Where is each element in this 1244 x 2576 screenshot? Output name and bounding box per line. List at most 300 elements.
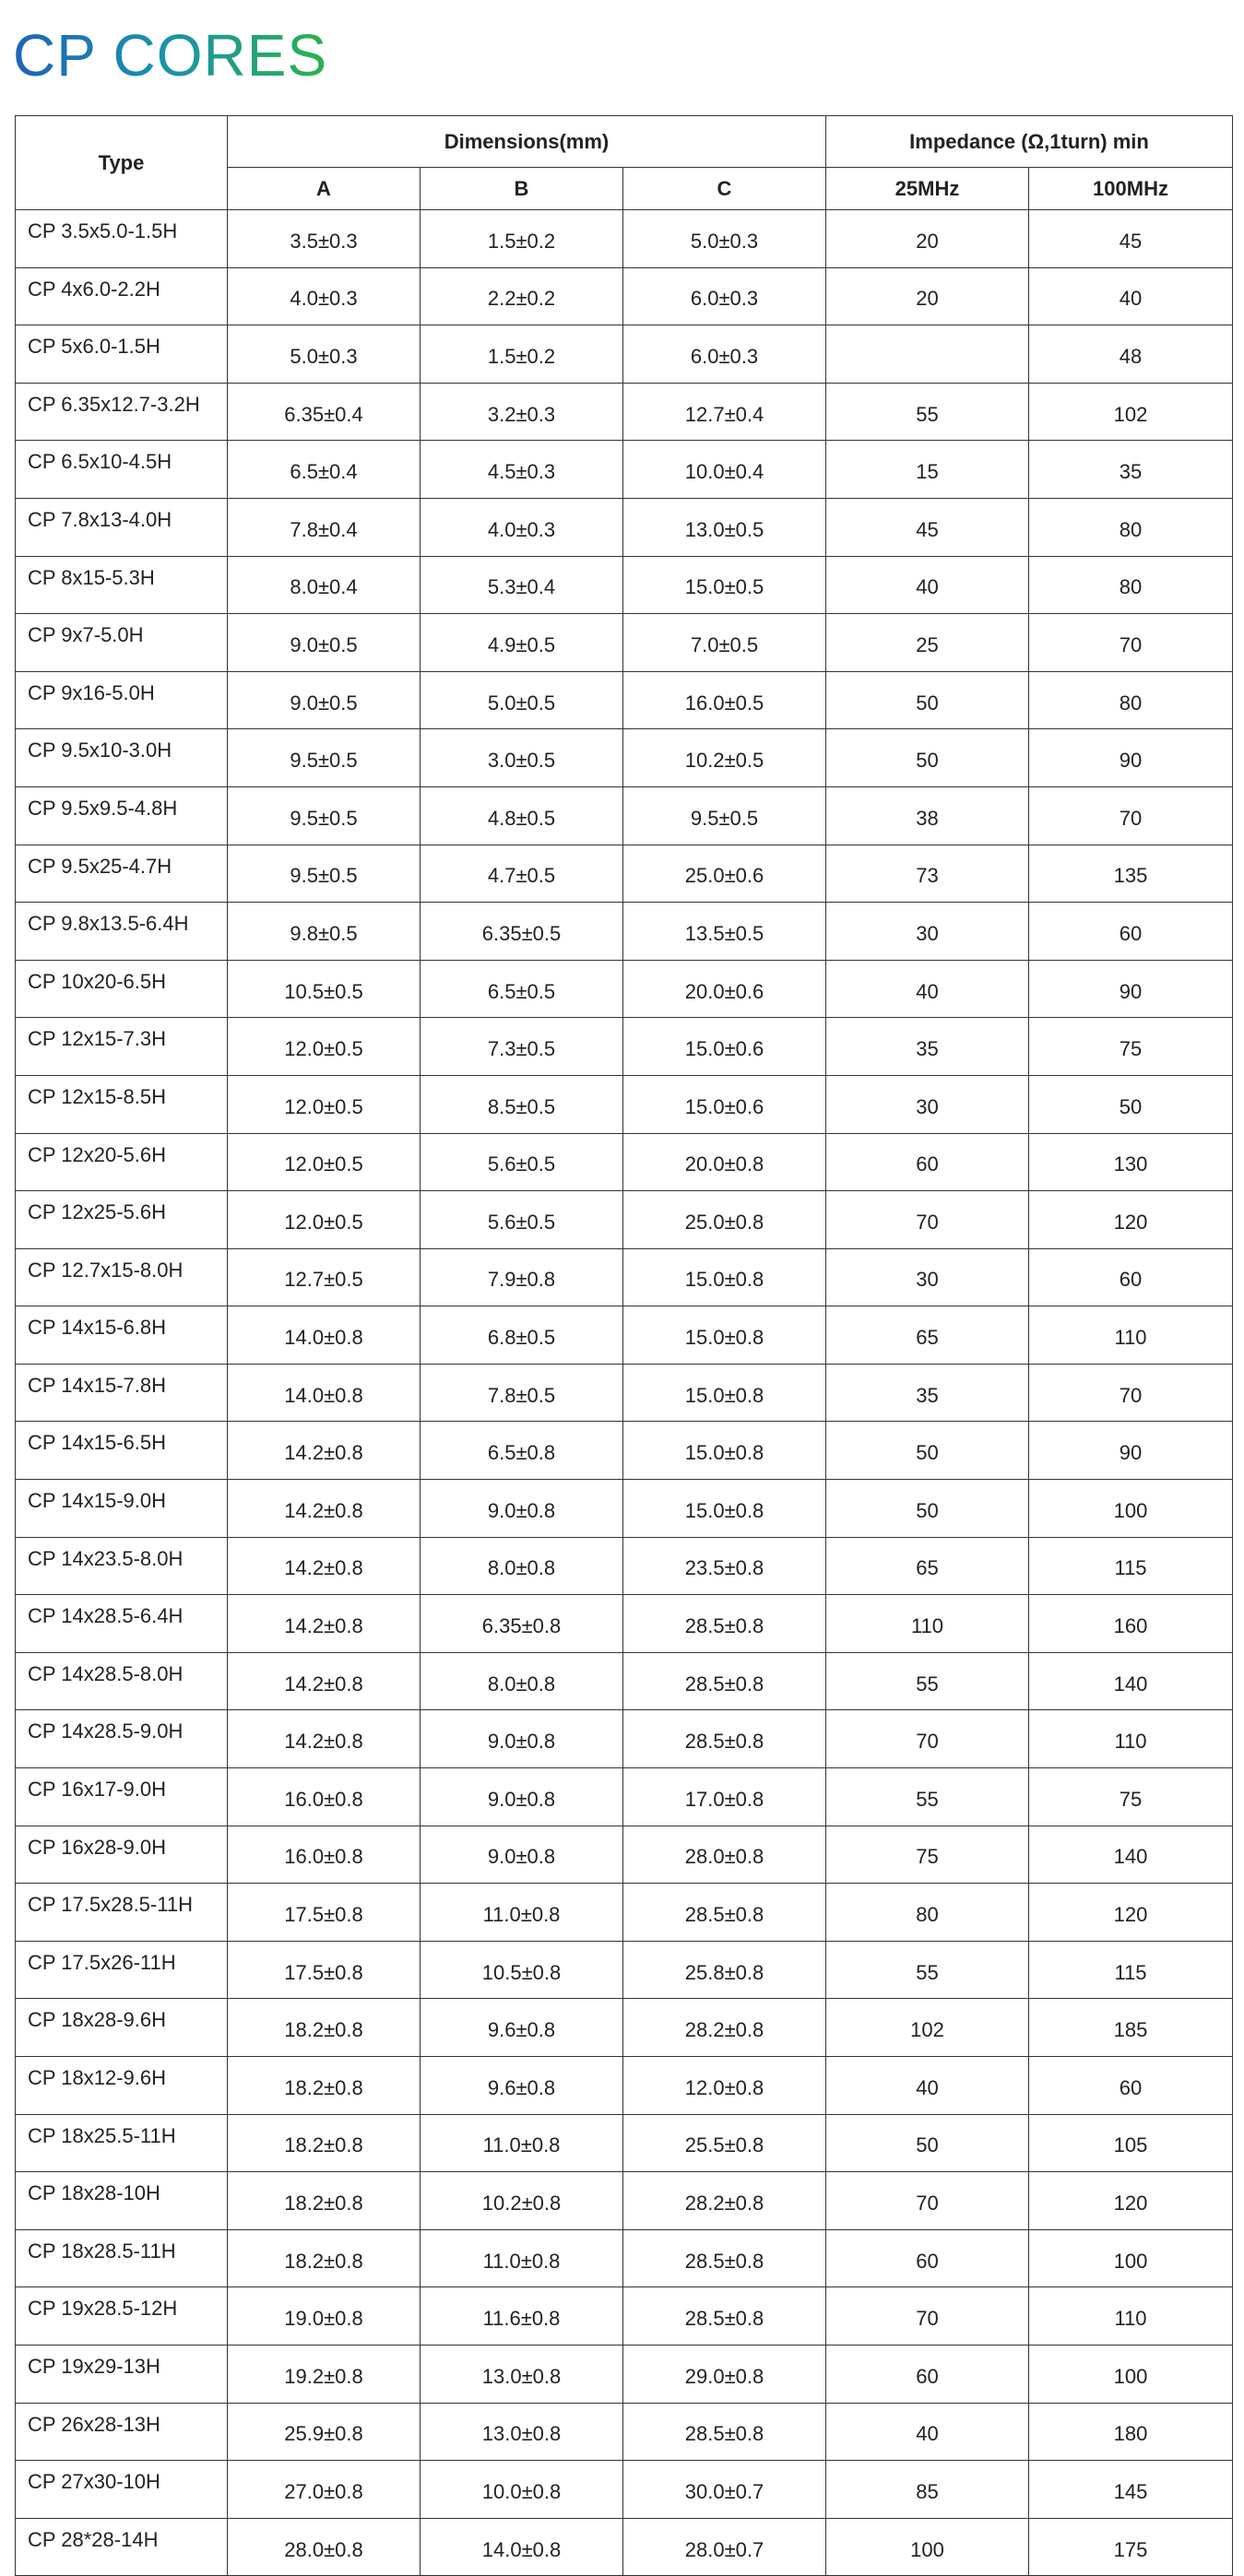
cell-impedance-25mhz: 80: [826, 1884, 1029, 1942]
table-row: [16, 614, 1233, 672]
cell-dim-a: 14.0±0.8: [228, 1364, 421, 1422]
cell-dim-a: 6.5±0.4: [228, 441, 421, 499]
cell-dim-b: 4.5±0.3: [421, 441, 623, 499]
header-row-groups: [16, 116, 1233, 168]
cell-impedance-100mhz: 100: [1029, 2345, 1233, 2403]
table-row: [16, 1248, 1233, 1306]
cell-dim-a: 5.0±0.3: [228, 325, 421, 384]
cell-impedance-100mhz: 70: [1029, 786, 1233, 845]
cell-dim-c: 28.2±0.8: [623, 2172, 826, 2230]
cell-dim-b: 4.8±0.5: [421, 786, 623, 845]
cell-dim-c: 28.0±0.8: [623, 1826, 826, 1884]
cell-type: CP 12.7x15-8.0H: [16, 1248, 228, 1306]
cell-dim-a: 14.2±0.8: [228, 1422, 421, 1480]
cell-dim-c: 20.0±0.8: [623, 1133, 826, 1191]
cell-dim-a: 18.2±0.8: [228, 2172, 421, 2230]
cell-dim-a: 19.0±0.8: [228, 2287, 421, 2346]
cell-type: CP 6.35x12.7-3.2H: [16, 383, 228, 441]
table-row: [16, 1826, 1233, 1884]
cell-impedance-25mhz: 25: [826, 614, 1029, 672]
cell-impedance-100mhz: 140: [1029, 1652, 1233, 1710]
cell-impedance-100mhz: 90: [1029, 960, 1233, 1018]
table-row: [16, 210, 1233, 268]
table-row: [16, 2114, 1233, 2172]
cell-dim-c: 10.2±0.5: [623, 729, 826, 787]
cell-dim-b: 8.5±0.5: [421, 1075, 623, 1133]
cell-impedance-25mhz: 70: [826, 1191, 1029, 1249]
cell-impedance-25mhz: 65: [826, 1537, 1029, 1595]
table-header: [16, 116, 1233, 210]
table-row: [16, 1306, 1233, 1365]
cell-dim-b: 11.0±0.8: [421, 2114, 623, 2172]
cell-impedance-100mhz: 102: [1029, 383, 1233, 441]
cell-dim-c: 25.0±0.8: [623, 1191, 826, 1249]
cell-dim-c: 15.0±0.8: [623, 1306, 826, 1365]
table-row: [16, 2172, 1233, 2230]
cell-type: CP 9.5x10-3.0H: [16, 729, 228, 787]
cell-impedance-100mhz: 145: [1029, 2461, 1233, 2519]
cell-dim-b: 9.6±0.8: [421, 1999, 623, 2057]
cell-dim-b: 10.0±0.8: [421, 2461, 623, 2519]
cell-dim-b: 7.8±0.5: [421, 1364, 623, 1422]
cell-dim-b: 6.5±0.8: [421, 1422, 623, 1480]
cell-dim-a: 18.2±0.8: [228, 2114, 421, 2172]
cell-type: CP 18x12-9.6H: [16, 2057, 228, 2115]
cell-impedance-100mhz: 110: [1029, 2287, 1233, 2346]
cell-dim-b: 10.2±0.8: [421, 2172, 623, 2230]
table-row: [16, 1018, 1233, 1076]
cell-impedance-100mhz: 90: [1029, 729, 1233, 787]
cell-impedance-25mhz: 70: [826, 2172, 1029, 2230]
cell-impedance-25mhz: 40: [826, 960, 1029, 1018]
cell-dim-a: 9.0±0.5: [228, 671, 421, 729]
cell-dim-a: 16.0±0.8: [228, 1768, 421, 1826]
cell-type: CP 16x28-9.0H: [16, 1826, 228, 1884]
cell-impedance-25mhz: 40: [826, 2057, 1029, 2115]
cell-type: CP 18x25.5-11H: [16, 2114, 228, 2172]
cell-dim-b: 8.0±0.8: [421, 1652, 623, 1710]
table-body: [16, 210, 1233, 2576]
table-row: [16, 498, 1233, 556]
cell-impedance-25mhz: 38: [826, 786, 1029, 845]
cell-impedance-25mhz: 55: [826, 1652, 1029, 1710]
cell-type: CP 17.5x26-11H: [16, 1941, 228, 1999]
cell-impedance-100mhz: 120: [1029, 1884, 1233, 1942]
cell-dim-a: 12.0±0.5: [228, 1191, 421, 1249]
cell-dim-c: 25.8±0.8: [623, 1941, 826, 1999]
table-row: [16, 786, 1233, 845]
cell-dim-b: 6.35±0.5: [421, 903, 623, 961]
cell-type: CP 14x28.5-9.0H: [16, 1710, 228, 1768]
cell-type: CP 12x15-7.3H: [16, 1018, 228, 1076]
header-type: Type: [16, 116, 228, 210]
cell-type: CP 16x17-9.0H: [16, 1768, 228, 1826]
cell-impedance-25mhz: 40: [826, 2403, 1029, 2461]
cell-dim-b: 11.0±0.8: [421, 1884, 623, 1942]
cell-dim-b: 4.7±0.5: [421, 845, 623, 903]
cell-dim-a: 3.5±0.3: [228, 210, 421, 268]
cell-impedance-100mhz: 110: [1029, 1306, 1233, 1365]
cell-type: CP 14x15-6.8H: [16, 1306, 228, 1365]
table-row: [16, 1652, 1233, 1710]
table-row: [16, 1480, 1233, 1538]
table-row: [16, 845, 1233, 903]
cell-impedance-25mhz: 73: [826, 845, 1029, 903]
cell-impedance-25mhz: 70: [826, 2287, 1029, 2346]
cell-dim-a: 7.8±0.4: [228, 498, 421, 556]
cell-impedance-25mhz: 35: [826, 1364, 1029, 1422]
table-row: [16, 1941, 1233, 1999]
cell-dim-b: 5.6±0.5: [421, 1133, 623, 1191]
cell-type: CP 12x15-8.5H: [16, 1075, 228, 1133]
cell-dim-c: 28.5±0.8: [623, 1652, 826, 1710]
cell-dim-b: 7.3±0.5: [421, 1018, 623, 1076]
cell-dim-a: 14.2±0.8: [228, 1652, 421, 1710]
cell-dim-a: 18.2±0.8: [228, 2229, 421, 2287]
cell-dim-b: 4.0±0.3: [421, 498, 623, 556]
cell-type: CP 5x6.0-1.5H: [16, 325, 228, 384]
cell-impedance-100mhz: 100: [1029, 2229, 1233, 2287]
cell-impedance-25mhz: 30: [826, 1248, 1029, 1306]
cell-dim-a: 14.2±0.8: [228, 1710, 421, 1768]
cell-impedance-25mhz: 55: [826, 383, 1029, 441]
table-row: [16, 1133, 1233, 1191]
cell-dim-a: 9.5±0.5: [228, 786, 421, 845]
cell-impedance-25mhz: 15: [826, 441, 1029, 499]
cell-type: CP 18x28-10H: [16, 2172, 228, 2230]
cell-dim-c: 28.2±0.8: [623, 1999, 826, 2057]
cell-type: CP 18x28.5-11H: [16, 2229, 228, 2287]
cell-dim-c: 15.0±0.8: [623, 1248, 826, 1306]
header-col-a: A: [228, 168, 421, 210]
cell-impedance-100mhz: 185: [1029, 1999, 1233, 2057]
cell-impedance-100mhz: 90: [1029, 1422, 1233, 1480]
cell-dim-c: 5.0±0.3: [623, 210, 826, 268]
cell-dim-c: 10.0±0.4: [623, 441, 826, 499]
cell-dim-a: 19.2±0.8: [228, 2345, 421, 2403]
cell-dim-c: 12.0±0.8: [623, 2057, 826, 2115]
cell-dim-b: 14.0±0.8: [421, 2518, 623, 2576]
cell-dim-b: 5.0±0.5: [421, 671, 623, 729]
cell-impedance-100mhz: 45: [1029, 210, 1233, 268]
cell-impedance-100mhz: 120: [1029, 2172, 1233, 2230]
cell-impedance-25mhz: 40: [826, 556, 1029, 614]
table-row: [16, 1537, 1233, 1595]
cell-dim-c: 15.0±0.8: [623, 1422, 826, 1480]
cell-dim-c: 12.7±0.4: [623, 383, 826, 441]
table-row: [16, 903, 1233, 961]
cell-type: CP 9x16-5.0H: [16, 671, 228, 729]
table-row: [16, 2229, 1233, 2287]
page-title: CP CORES: [13, 18, 327, 92]
cell-dim-c: 15.0±0.8: [623, 1364, 826, 1422]
cell-dim-a: 9.0±0.5: [228, 614, 421, 672]
cell-dim-b: 13.0±0.8: [421, 2345, 623, 2403]
cell-dim-c: 28.5±0.8: [623, 2287, 826, 2346]
cell-impedance-100mhz: 70: [1029, 1364, 1233, 1422]
cell-dim-c: 20.0±0.6: [623, 960, 826, 1018]
cell-type: CP 6.5x10-4.5H: [16, 441, 228, 499]
cell-impedance-25mhz: 60: [826, 1133, 1029, 1191]
cell-impedance-100mhz: 80: [1029, 671, 1233, 729]
cell-impedance-100mhz: 130: [1029, 1133, 1233, 1191]
table-row: [16, 2057, 1233, 2115]
cell-dim-b: 11.6±0.8: [421, 2287, 623, 2346]
cell-dim-b: 9.0±0.8: [421, 1826, 623, 1884]
cell-type: CP 28*28-14H: [16, 2518, 228, 2576]
cell-impedance-100mhz: 115: [1029, 1537, 1233, 1595]
cell-dim-a: 9.8±0.5: [228, 903, 421, 961]
table-row: [16, 556, 1233, 614]
cell-dim-c: 15.0±0.6: [623, 1018, 826, 1076]
cell-dim-a: 18.2±0.8: [228, 1999, 421, 2057]
cell-type: CP 14x15-6.5H: [16, 1422, 228, 1480]
cell-dim-b: 3.0±0.5: [421, 729, 623, 787]
cell-type: CP 8x15-5.3H: [16, 556, 228, 614]
cell-impedance-100mhz: 115: [1029, 1941, 1233, 1999]
cell-impedance-25mhz: 35: [826, 1018, 1029, 1076]
cell-dim-b: 13.0±0.8: [421, 2403, 623, 2461]
cell-impedance-25mhz: 50: [826, 729, 1029, 787]
cell-impedance-100mhz: 70: [1029, 614, 1233, 672]
cell-type: CP 7.8x13-4.0H: [16, 498, 228, 556]
cell-dim-c: 25.0±0.6: [623, 845, 826, 903]
cell-impedance-100mhz: 75: [1029, 1768, 1233, 1826]
cell-dim-b: 5.3±0.4: [421, 556, 623, 614]
cell-impedance-25mhz: 30: [826, 903, 1029, 961]
cell-impedance-25mhz: 20: [826, 267, 1029, 325]
cell-impedance-100mhz: 35: [1029, 441, 1233, 499]
cell-dim-c: 28.5±0.8: [623, 2403, 826, 2461]
cell-dim-c: 7.0±0.5: [623, 614, 826, 672]
cell-dim-a: 12.7±0.5: [228, 1248, 421, 1306]
cell-dim-b: 8.0±0.8: [421, 1537, 623, 1595]
table-row: [16, 383, 1233, 441]
cell-dim-b: 11.0±0.8: [421, 2229, 623, 2287]
cell-dim-c: 13.5±0.5: [623, 903, 826, 961]
cell-dim-c: 25.5±0.8: [623, 2114, 826, 2172]
table-row: [16, 1364, 1233, 1422]
cell-impedance-25mhz: 45: [826, 498, 1029, 556]
cell-impedance-25mhz: 85: [826, 2461, 1029, 2519]
table-row: [16, 1422, 1233, 1480]
cell-dim-b: 7.9±0.8: [421, 1248, 623, 1306]
cell-dim-c: 23.5±0.8: [623, 1537, 826, 1595]
cell-dim-a: 27.0±0.8: [228, 2461, 421, 2519]
table-row: [16, 267, 1233, 325]
cell-impedance-25mhz: 70: [826, 1710, 1029, 1768]
cell-type: CP 27x30-10H: [16, 2461, 228, 2519]
cell-dim-b: 9.0±0.8: [421, 1710, 623, 1768]
cell-dim-a: 14.2±0.8: [228, 1595, 421, 1653]
table-row: [16, 441, 1233, 499]
cell-dim-a: 12.0±0.5: [228, 1075, 421, 1133]
cell-dim-b: 6.8±0.5: [421, 1306, 623, 1365]
cell-impedance-25mhz: 65: [826, 1306, 1029, 1365]
cell-impedance-100mhz: 105: [1029, 2114, 1233, 2172]
cell-impedance-25mhz: 100: [826, 2518, 1029, 2576]
cell-impedance-100mhz: 160: [1029, 1595, 1233, 1653]
cell-impedance-25mhz: 110: [826, 1595, 1029, 1653]
cell-impedance-25mhz: 50: [826, 2114, 1029, 2172]
cell-dim-a: 17.5±0.8: [228, 1884, 421, 1942]
cell-type: CP 17.5x28.5-11H: [16, 1884, 228, 1942]
table-row: [16, 1768, 1233, 1826]
cell-impedance-25mhz: [826, 325, 1029, 384]
cell-dim-c: 6.0±0.3: [623, 267, 826, 325]
cell-impedance-25mhz: 75: [826, 1826, 1029, 1884]
cell-dim-c: 6.0±0.3: [623, 325, 826, 384]
cell-type: CP 26x28-13H: [16, 2403, 228, 2461]
cell-impedance-100mhz: 175: [1029, 2518, 1233, 2576]
cell-dim-a: 10.5±0.5: [228, 960, 421, 1018]
table-row: [16, 1191, 1233, 1249]
header-col-b: B: [421, 168, 623, 210]
cell-impedance-100mhz: 75: [1029, 1018, 1233, 1076]
cell-type: CP 10x20-6.5H: [16, 960, 228, 1018]
table-row: [16, 960, 1233, 1018]
cell-dim-b: 6.35±0.8: [421, 1595, 623, 1653]
cell-dim-b: 1.5±0.2: [421, 210, 623, 268]
cell-dim-c: 28.5±0.8: [623, 1884, 826, 1942]
cell-dim-c: 28.0±0.7: [623, 2518, 826, 2576]
cell-dim-c: 30.0±0.7: [623, 2461, 826, 2519]
cell-impedance-100mhz: 60: [1029, 2057, 1233, 2115]
cell-impedance-100mhz: 60: [1029, 1248, 1233, 1306]
cell-type: CP 12x20-5.6H: [16, 1133, 228, 1191]
cell-impedance-100mhz: 48: [1029, 325, 1233, 384]
cell-dim-c: 15.0±0.6: [623, 1075, 826, 1133]
cell-dim-c: 13.0±0.5: [623, 498, 826, 556]
header-col-c: C: [623, 168, 826, 210]
cell-impedance-100mhz: 100: [1029, 1480, 1233, 1538]
cell-dim-c: 9.5±0.5: [623, 786, 826, 845]
cell-dim-a: 16.0±0.8: [228, 1826, 421, 1884]
cell-dim-a: 18.2±0.8: [228, 2057, 421, 2115]
table-row: [16, 729, 1233, 787]
cell-impedance-100mhz: 180: [1029, 2403, 1233, 2461]
table-row: [16, 2403, 1233, 2461]
header-col-25mhz: 25MHz: [826, 168, 1029, 210]
cell-dim-b: 10.5±0.8: [421, 1941, 623, 1999]
table-row: [16, 2287, 1233, 2346]
cell-impedance-100mhz: 40: [1029, 267, 1233, 325]
cell-type: CP 14x23.5-8.0H: [16, 1537, 228, 1595]
cell-dim-a: 14.2±0.8: [228, 1480, 421, 1538]
cell-impedance-25mhz: 60: [826, 2345, 1029, 2403]
cell-dim-c: 15.0±0.8: [623, 1480, 826, 1538]
cell-dim-b: 9.0±0.8: [421, 1768, 623, 1826]
cell-dim-a: 9.5±0.5: [228, 729, 421, 787]
cell-dim-c: 15.0±0.5: [623, 556, 826, 614]
cell-type: CP 4x6.0-2.2H: [16, 267, 228, 325]
cell-type: CP 19x28.5-12H: [16, 2287, 228, 2346]
cell-dim-c: 17.0±0.8: [623, 1768, 826, 1826]
cell-dim-a: 12.0±0.5: [228, 1018, 421, 1076]
cp-cores-spec-table: [15, 115, 1233, 2576]
cell-dim-a: 14.0±0.8: [228, 1306, 421, 1365]
cell-impedance-100mhz: 80: [1029, 556, 1233, 614]
cell-impedance-100mhz: 140: [1029, 1826, 1233, 1884]
table-row: [16, 1075, 1233, 1133]
cell-impedance-25mhz: 50: [826, 671, 1029, 729]
cell-impedance-25mhz: 30: [826, 1075, 1029, 1133]
cell-type: CP 14x15-9.0H: [16, 1480, 228, 1538]
table-row: [16, 2461, 1233, 2519]
table-row: [16, 2345, 1233, 2403]
cell-dim-a: 25.9±0.8: [228, 2403, 421, 2461]
cell-impedance-100mhz: 110: [1029, 1710, 1233, 1768]
cell-impedance-100mhz: 120: [1029, 1191, 1233, 1249]
header-col-100mhz: 100MHz: [1029, 168, 1233, 210]
table-row: [16, 1884, 1233, 1942]
cell-type: CP 19x29-13H: [16, 2345, 228, 2403]
header-impedance-group: Impedance (Ω,1turn) min: [826, 116, 1233, 168]
cell-dim-b: 2.2±0.2: [421, 267, 623, 325]
table-row: [16, 1710, 1233, 1768]
cell-dim-a: 28.0±0.8: [228, 2518, 421, 2576]
cell-dim-c: 28.5±0.8: [623, 1595, 826, 1653]
table-row: [16, 1999, 1233, 2057]
cell-dim-c: 16.0±0.5: [623, 671, 826, 729]
table-row: [16, 2518, 1233, 2576]
cell-dim-b: 5.6±0.5: [421, 1191, 623, 1249]
table-row: [16, 325, 1233, 384]
cell-type: CP 14x15-7.8H: [16, 1364, 228, 1422]
cell-impedance-100mhz: 60: [1029, 903, 1233, 961]
cell-dim-a: 17.5±0.8: [228, 1941, 421, 1999]
cell-dim-a: 6.35±0.4: [228, 383, 421, 441]
cell-dim-b: 9.6±0.8: [421, 2057, 623, 2115]
cell-dim-c: 29.0±0.8: [623, 2345, 826, 2403]
cell-impedance-25mhz: 50: [826, 1480, 1029, 1538]
cell-impedance-25mhz: 60: [826, 2229, 1029, 2287]
table-row: [16, 1595, 1233, 1653]
cell-dim-b: 4.9±0.5: [421, 614, 623, 672]
cell-type: CP 9x7-5.0H: [16, 614, 228, 672]
header-dimensions-group: Dimensions(mm): [228, 116, 826, 168]
cell-dim-b: 1.5±0.2: [421, 325, 623, 384]
cell-impedance-100mhz: 50: [1029, 1075, 1233, 1133]
cell-type: CP 3.5x5.0-1.5H: [16, 210, 228, 268]
cell-impedance-25mhz: 50: [826, 1422, 1029, 1480]
cell-dim-b: 3.2±0.3: [421, 383, 623, 441]
cell-type: CP 9.5x9.5-4.8H: [16, 786, 228, 845]
cell-impedance-25mhz: 55: [826, 1941, 1029, 1999]
cell-type: CP 9.5x25-4.7H: [16, 845, 228, 903]
cell-dim-a: 12.0±0.5: [228, 1133, 421, 1191]
cell-type: CP 18x28-9.6H: [16, 1999, 228, 2057]
cell-dim-c: 28.5±0.8: [623, 1710, 826, 1768]
cell-dim-b: 9.0±0.8: [421, 1480, 623, 1538]
cell-impedance-25mhz: 20: [826, 210, 1029, 268]
cell-impedance-100mhz: 135: [1029, 845, 1233, 903]
cell-dim-c: 28.5±0.8: [623, 2229, 826, 2287]
table-row: [16, 671, 1233, 729]
cell-type: CP 14x28.5-8.0H: [16, 1652, 228, 1710]
cell-dim-a: 4.0±0.3: [228, 267, 421, 325]
cell-type: CP 12x25-5.6H: [16, 1191, 228, 1249]
cell-type: CP 14x28.5-6.4H: [16, 1595, 228, 1653]
cell-dim-a: 8.0±0.4: [228, 556, 421, 614]
cell-impedance-100mhz: 80: [1029, 498, 1233, 556]
cell-dim-b: 6.5±0.5: [421, 960, 623, 1018]
cell-dim-a: 14.2±0.8: [228, 1537, 421, 1595]
cell-dim-a: 9.5±0.5: [228, 845, 421, 903]
cell-impedance-25mhz: 55: [826, 1768, 1029, 1826]
cell-impedance-25mhz: 102: [826, 1999, 1029, 2057]
cell-type: CP 9.8x13.5-6.4H: [16, 903, 228, 961]
